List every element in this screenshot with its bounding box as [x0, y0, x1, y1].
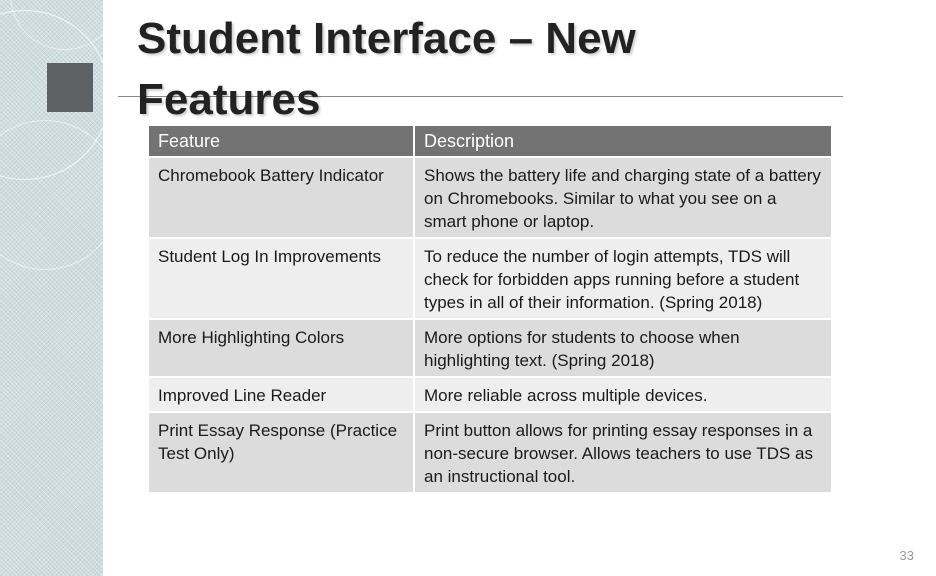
table-row [149, 376, 831, 411]
features-table [149, 126, 831, 492]
accent-square [47, 63, 93, 112]
page-number: 33 [899, 548, 914, 563]
description-cell: More options for students to choose when highlighting text. (Spring 2018) [413, 318, 831, 376]
table-row [149, 411, 831, 492]
feature-cell: Print Essay Response (Practice Test Only) [149, 411, 413, 492]
column-header-feature: Feature [149, 126, 413, 156]
slide-title: Student Interface – New Features [137, 14, 636, 124]
column-header-description: Description [413, 126, 831, 156]
table-header-row [149, 126, 831, 156]
feature-cell: Student Log In Improvements [149, 237, 413, 318]
description-cell: Print button allows for printing essay responses in a non-secure browser. Allows teachers to use TDS as an instructional tool. [413, 411, 831, 492]
feature-cell: Chromebook Battery Indicator [149, 156, 413, 237]
table-row [149, 156, 831, 237]
decorative-arc [0, 120, 120, 270]
feature-cell: More Highlighting Colors [149, 318, 413, 376]
feature-cell: Improved Line Reader [149, 376, 413, 411]
description-cell: More reliable across multiple devices. [413, 376, 831, 411]
table-row [149, 318, 831, 376]
table-row [149, 237, 831, 318]
description-cell: Shows the battery life and charging state of a battery on Chromebooks. Similar to what you see on a smart phone or laptop. [413, 156, 831, 237]
description-cell: To reduce the number of login attempts, TDS will check for forbidden apps running before a student types in all of their information. (Spring 2018) [413, 237, 831, 318]
